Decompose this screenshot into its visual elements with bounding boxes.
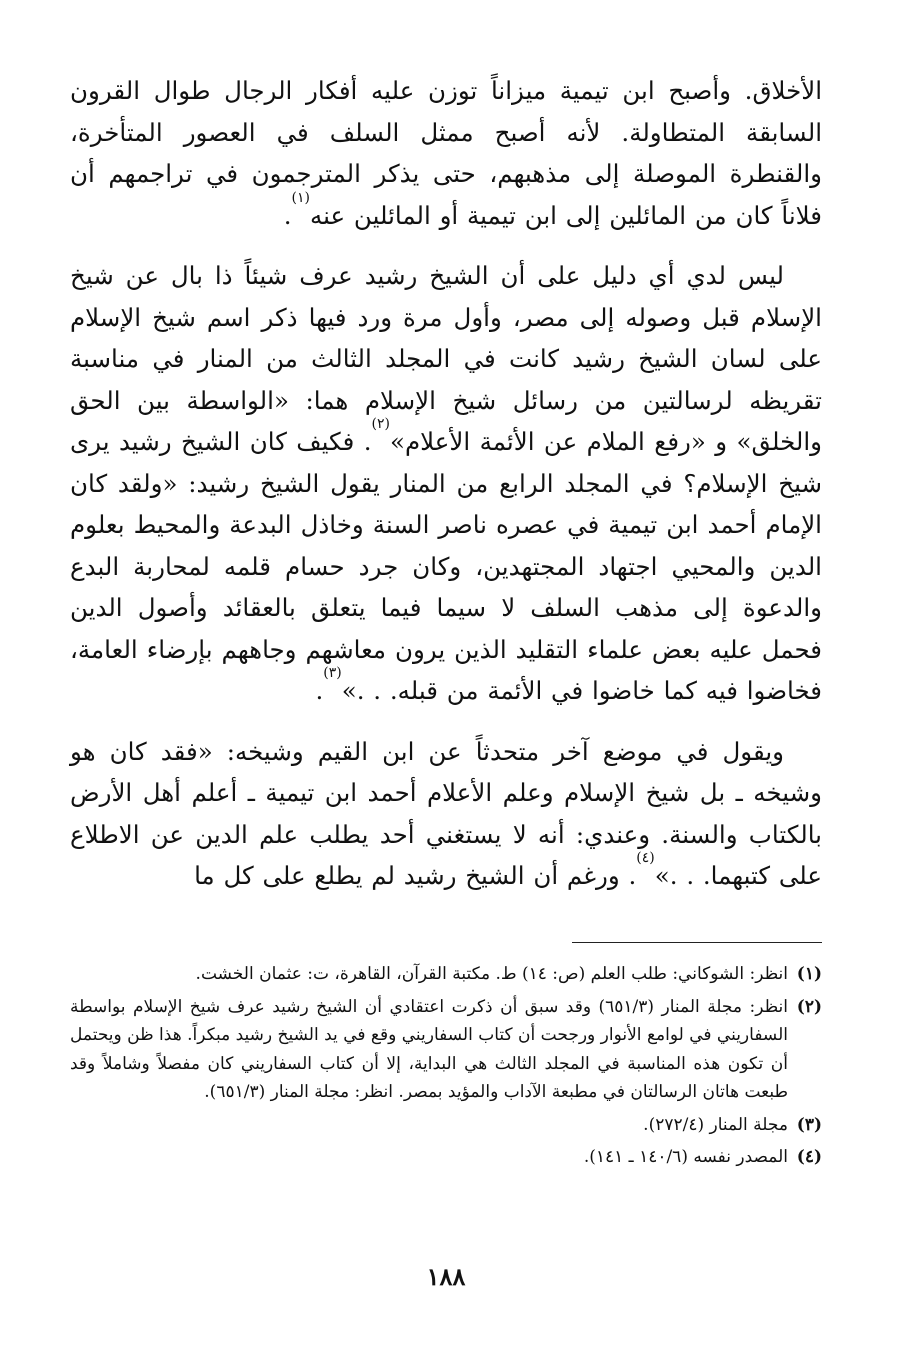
footnote-3	[70, 1111, 822, 1140]
text-span: ليس لدي أي دليل على أن الشيخ رشيد عرف شيئاً ذا بال عن شيخ الإسلام قبل وصوله إلى مصر، وأول مرة ورد فيها ذكر اسم شيخ الإسلام على لسان الشيخ رشيد كانت في المجلد الثالث من المنار في مناسبة تقريظه لرسالتين من رسائل شيخ الإسلام هما: «الواسطة بين الحق والخلق» و «رفع الملام عن الأئمة الأعلام»	[70, 261, 822, 456]
text-span: ويقول في موضع آخر متحدثاً عن ابن القيم وشيخه: «فقد كان هو وشيخه ـ بل شيخ الإسلام وعلم الأعلام أحمد ابن تيمية ـ أعلم أهل الأرض بالكتاب والسنة. وعندي: أنه لا يستغني أحد يطلب علم الدين عن الاطلاع على كتبهما. . .»	[70, 736, 822, 890]
main-text	[70, 70, 822, 897]
footnote-1	[70, 960, 822, 989]
footnote-divider	[572, 942, 822, 943]
paragraph-2	[70, 255, 822, 712]
footnote-number: (٤)	[796, 1147, 822, 1167]
footnote-text: انظر: الشوكاني: طلب العلم (ص: ١٤) ط. مكتبة القرآن، القاهرة، ت: عثمان الخشت.	[195, 964, 788, 984]
text-span: .	[315, 676, 324, 705]
footnote-ref-2[interactable]: (٢)	[371, 416, 390, 432]
footnote-4	[70, 1143, 822, 1172]
footnote-text: انظر: مجلة المنار (٦٥١/٣) وقد سبق أن ذكرت اعتقادي أن الشيخ رشيد عرف شيخ الإسلام بواسطة السفاريني في لوامع الأنوار ورجحت أن كتاب السفاريني وقع في يد الشيخ رشيد مبكراً. هذا ظن ويحتمل أن تكون هذه المناسبة في المجلد الثالث هي البداية، إلا أن كتاب السفاريني كان مفصلاً وشاملاً وقد طبعت هاتان الرسالتان في مطبعة الآداب والمؤيد بمصر. انظر: مجلة المنار (٦٥١/٣).	[70, 996, 788, 1102]
text-span: الأخلاق. وأصبح ابن تيمية ميزاناً توزن عليه أفكار الرجال طوال القرون السابقة المتطاولة. لأنه أصبح ممثل السلف في العصور المتأخرة، والقنطرة الموصلة إلى مذهبهم، حتى يذكر المترجمون في تراجمهم أن فلاناً كان من المائلين إلى ابن تيمية أو المائلين عنه	[70, 76, 822, 230]
paragraph-3	[70, 731, 822, 897]
footnote-number: (٢)	[796, 996, 822, 1017]
book-page	[70, 70, 822, 1330]
footnote-2	[70, 993, 822, 1107]
text-span: .	[283, 200, 292, 230]
footnote-number: (٣)	[796, 1114, 822, 1135]
text-span: . ورغم أن الشيخ رشيد لم يطلع على كل ما	[194, 861, 637, 890]
footnote-ref-3[interactable]: (٣)	[323, 665, 342, 681]
footnote-ref-1[interactable]: (١)	[291, 189, 310, 206]
page-number: ١٨٨	[426, 1262, 466, 1291]
footnote-text: المصدر نفسه (١٤٠/٦ ـ ١٤١).	[583, 1147, 788, 1167]
footnote-text: مجلة المنار (٢٧٢/٤).	[643, 1114, 788, 1135]
footnote-number: (١)	[796, 964, 822, 984]
paragraph-1	[70, 70, 822, 236]
footnotes-section	[70, 960, 822, 1176]
footnote-ref-4[interactable]: (٤)	[636, 850, 655, 866]
text-span: . فكيف كان الشيخ رشيد يرى شيخ الإسلام؟ في المجلد الرابع من المنار يقول الشيخ رشيد: «ولقد كان الإمام أحمد ابن تيمية في عصره ناصر السنة وخاذل البدعة والمحيط بعلوم الدين والمحيي اجتهاد المجتهدين، وكان جرد حسام قلمه لمحاربة البدع والدعوة إلى مذهب السلف لا سيما فيما يتعلق بالعقائد وأصول الدين فحمل عليه بعض علماء التقليد الذين يرون معاشهم وجاههم بإرضاء العامة، فخاضوا فيه كما خاضوا في الأئمة من قبله. . .»	[70, 427, 822, 705]
